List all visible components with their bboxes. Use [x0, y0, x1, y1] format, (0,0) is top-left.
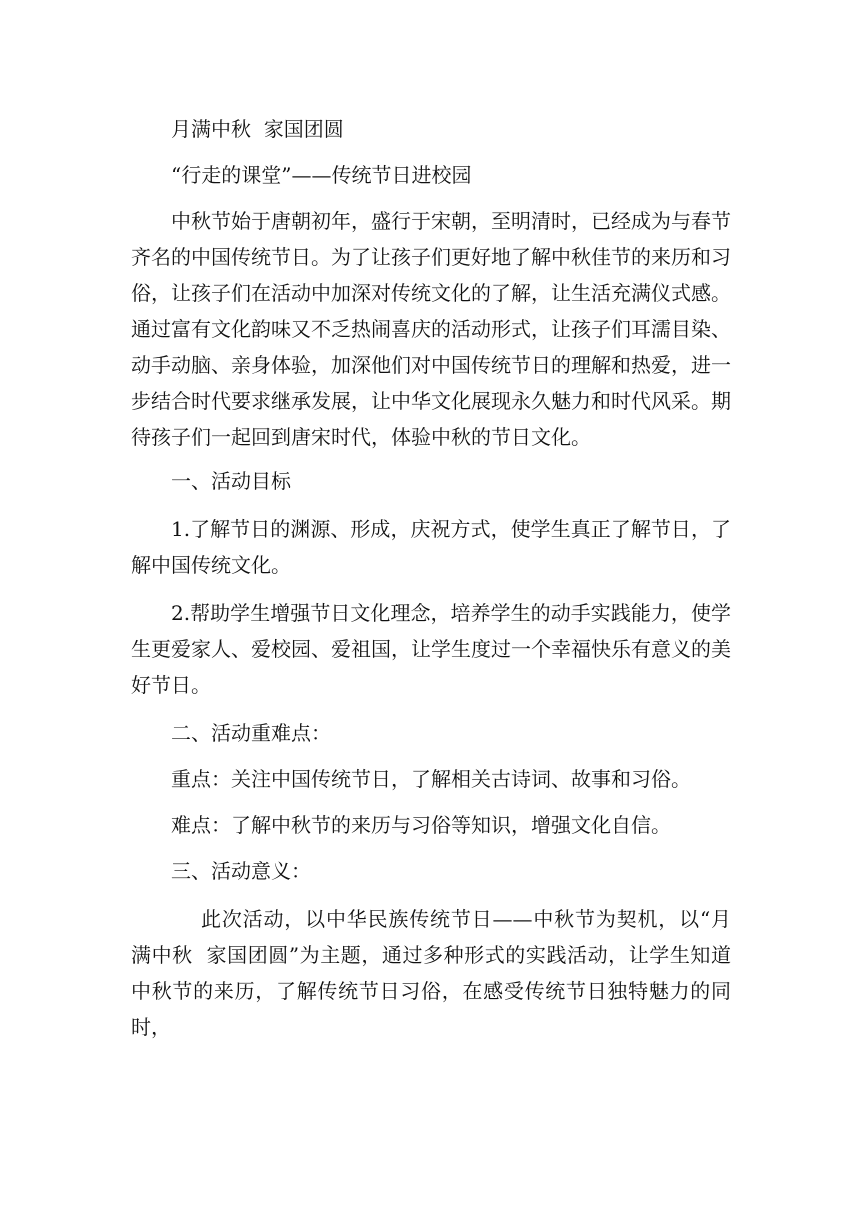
section-heading-meaning: 三、活动意义：	[171, 859, 311, 883]
meaning-paragraph: 此次活动，以中华民族传统节日——中秋节为契机，以“月满中秋 家国团圆”为主题，通过多种形式的实践活动，让学生知道中秋节的来历，了解传统节日习俗，在感受传统节日独特魅力的同时，	[131, 907, 731, 1039]
section-heading-key-points: 二、活动重难点：	[171, 721, 331, 745]
difficult-point-text: 难点：了解中秋节的来历与习俗等知识，增强文化自信。	[171, 813, 671, 837]
goal-item-2: 2.帮助学生增强节日文化理念，培养学生的动手实践能力，使学生更爱家人、爱校园、爱祖国，让学生度过一个幸福快乐有意义的美好节日。	[131, 601, 731, 697]
document-page	[131, 111, 731, 1045]
goal-item-1: 1.了解节日的渊源、形成，庆祝方式，使学生真正了解节日，了解中国传统文化。	[131, 517, 731, 577]
document-title: 月满中秋 家国团圆	[171, 117, 344, 141]
document-subtitle: “行走的课堂”——传统节日进校园	[171, 163, 472, 187]
key-point-text: 重点：关注中国传统节日，了解相关古诗词、故事和习俗。	[171, 767, 691, 791]
section-heading-goals: 一、活动目标	[171, 469, 291, 493]
intro-paragraph: 中秋节始于唐朝初年，盛行于宋朝，至明清时，已经成为与春节齐名的中国传统节日。为了让孩子们更好地了解中秋佳节的来历和习俗，让孩子们在活动中加深对传统文化的了解，让生活充满仪式感。通过富有文化韵味又不乏热闹喜庆的活动形式，让孩子们耳濡目染、动手动脑、亲身体验，加深他们对中国传统节日的理解和热爱，进一步结合时代要求继承发展，让中华文化展现永久魅力和时代风采。期待孩子们一起回到唐宋时代，体验中秋的节日文化。	[131, 209, 731, 449]
